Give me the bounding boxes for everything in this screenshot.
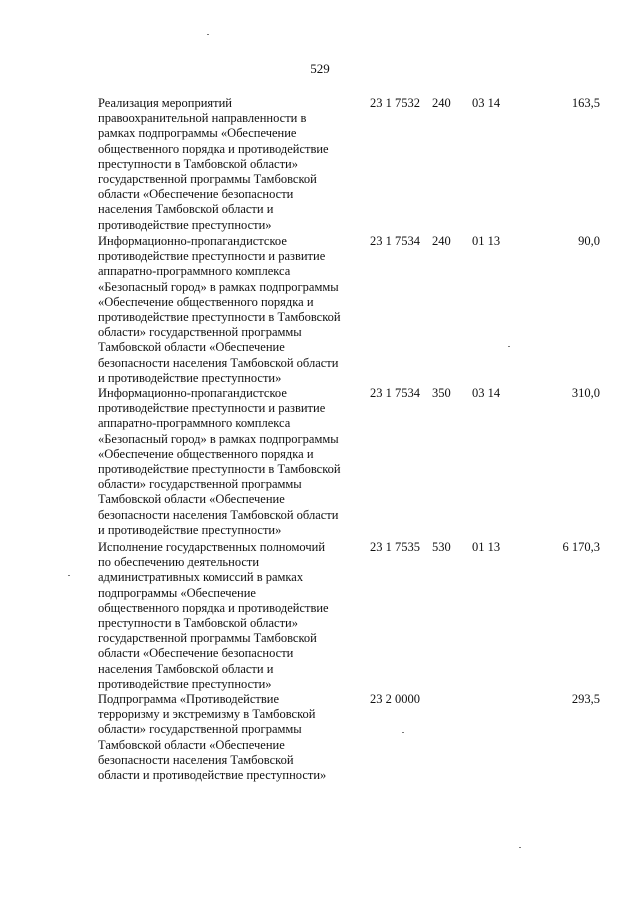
scan-speck bbox=[207, 34, 209, 35]
row-description-line: безопасности населения Тамбовской области bbox=[98, 507, 339, 522]
row-description-line: и противодействие преступности» bbox=[98, 522, 282, 537]
row-description-line: населения Тамбовской области и bbox=[98, 661, 274, 676]
row-description-line: государственной программы Тамбовской bbox=[98, 631, 317, 646]
row-description-line: области и противодействие преступности» bbox=[98, 768, 327, 783]
row-description-line: противодействие преступности и развитие bbox=[98, 249, 326, 264]
expense-type-code: 350 bbox=[432, 386, 451, 400]
row-description-line: «Безопасный город» в рамках подпрограммы bbox=[98, 431, 339, 446]
row-description bbox=[98, 96, 360, 233]
row-description-line: области» государственной программы bbox=[98, 477, 302, 492]
page-number: 529 bbox=[310, 61, 330, 76]
amount-value: 90,0 bbox=[578, 234, 600, 248]
row-description-line: Реализация мероприятий bbox=[98, 96, 232, 110]
row-description-line: общественного порядка и противодействие bbox=[98, 600, 329, 615]
expense-type-code: 530 bbox=[432, 540, 451, 554]
section-subsection-code: 03 14 bbox=[472, 386, 501, 400]
row-description-line: противодействие преступности» bbox=[98, 217, 272, 232]
row-description-line: аппаратно-программного комплекса bbox=[98, 416, 291, 431]
row-description-line: противодействие преступности и развитие bbox=[98, 401, 326, 416]
row-description-line: противодействие преступности в Тамбовской bbox=[98, 462, 341, 477]
section-subsection-code: 03 14 bbox=[472, 96, 501, 110]
row-description-line: области «Обеспечение безопасности bbox=[98, 646, 294, 661]
row-description-line: Тамбовской области «Обеспечение bbox=[98, 492, 285, 507]
row-description-line: «Безопасный город» в рамках подпрограммы bbox=[98, 279, 339, 294]
row-description-line: административных комиссий в рамках bbox=[98, 570, 304, 585]
amount-value: 6 170,3 bbox=[562, 540, 600, 554]
row-description-line: безопасности населения Тамбовской bbox=[98, 752, 294, 767]
expense-type-code: 240 bbox=[432, 96, 451, 110]
row-description-line: «Обеспечение общественного порядка и bbox=[98, 294, 314, 309]
scan-speck bbox=[402, 732, 404, 733]
section-subsection-code: 01 13 bbox=[472, 234, 501, 248]
row-description-line: области» государственной программы bbox=[98, 722, 302, 737]
scan-speck bbox=[519, 847, 521, 848]
row-description-line: противодействие преступности» bbox=[98, 676, 272, 691]
row-description-line: области» государственной программы bbox=[98, 325, 302, 340]
target-article-code: 23 1 7535 bbox=[370, 540, 420, 554]
row-description-line: преступности в Тамбовской области» bbox=[98, 616, 298, 631]
row-description-line: Информационно-пропагандистское bbox=[98, 386, 287, 400]
row-description bbox=[98, 692, 360, 783]
target-article-code: 23 2 0000 bbox=[370, 692, 420, 706]
row-description-line: по обеспечению деятельности bbox=[98, 555, 260, 570]
row-description-line: Исполнение государственных полномочий bbox=[98, 540, 326, 554]
amount-value: 163,5 bbox=[571, 96, 600, 110]
row-description-line: общественного порядка и противодействие bbox=[98, 141, 329, 156]
scan-speck bbox=[508, 346, 510, 347]
row-description-line: населения Тамбовской области и bbox=[98, 202, 274, 217]
row-description bbox=[98, 234, 360, 386]
row-description-line: рамках подпрограммы «Обеспечение bbox=[98, 126, 297, 141]
row-description-line: Тамбовской области «Обеспечение bbox=[98, 340, 285, 355]
target-article-code: 23 1 7534 bbox=[370, 386, 420, 400]
scan-speck bbox=[68, 575, 70, 576]
row-description-line: аппаратно-программного комплекса bbox=[98, 264, 291, 279]
row-description-line: и противодействие преступности» bbox=[98, 370, 282, 385]
row-description-line: противодействие преступности в Тамбовской bbox=[98, 310, 341, 325]
row-description bbox=[98, 540, 360, 692]
row-description-line: области «Обеспечение безопасности bbox=[98, 187, 294, 202]
expense-type-code: 240 bbox=[432, 234, 451, 248]
amount-value: 310,0 bbox=[571, 386, 600, 400]
row-description-line: Информационно-пропагандистское bbox=[98, 234, 287, 248]
target-article-code: 23 1 7534 bbox=[370, 234, 420, 248]
row-description-line: «Обеспечение общественного порядка и bbox=[98, 446, 314, 461]
amount-value: 293,5 bbox=[571, 692, 600, 706]
row-description-line: Тамбовской области «Обеспечение bbox=[98, 737, 285, 752]
row-description-line: терроризму и экстремизму в Тамбовской bbox=[98, 707, 316, 722]
section-subsection-code: 01 13 bbox=[472, 540, 501, 554]
row-description-line: преступности в Тамбовской области» bbox=[98, 156, 298, 171]
row-description-line: подпрограммы «Обеспечение bbox=[98, 585, 256, 600]
row-description-line: государственной программы Тамбовской bbox=[98, 172, 317, 187]
row-description-line: правоохранительной направленности в bbox=[98, 111, 307, 126]
row-description bbox=[98, 386, 360, 538]
row-description-line: безопасности населения Тамбовской области bbox=[98, 355, 339, 370]
row-description-line: Подпрограмма «Противодействие bbox=[98, 692, 280, 706]
target-article-code: 23 1 7532 bbox=[370, 96, 420, 110]
